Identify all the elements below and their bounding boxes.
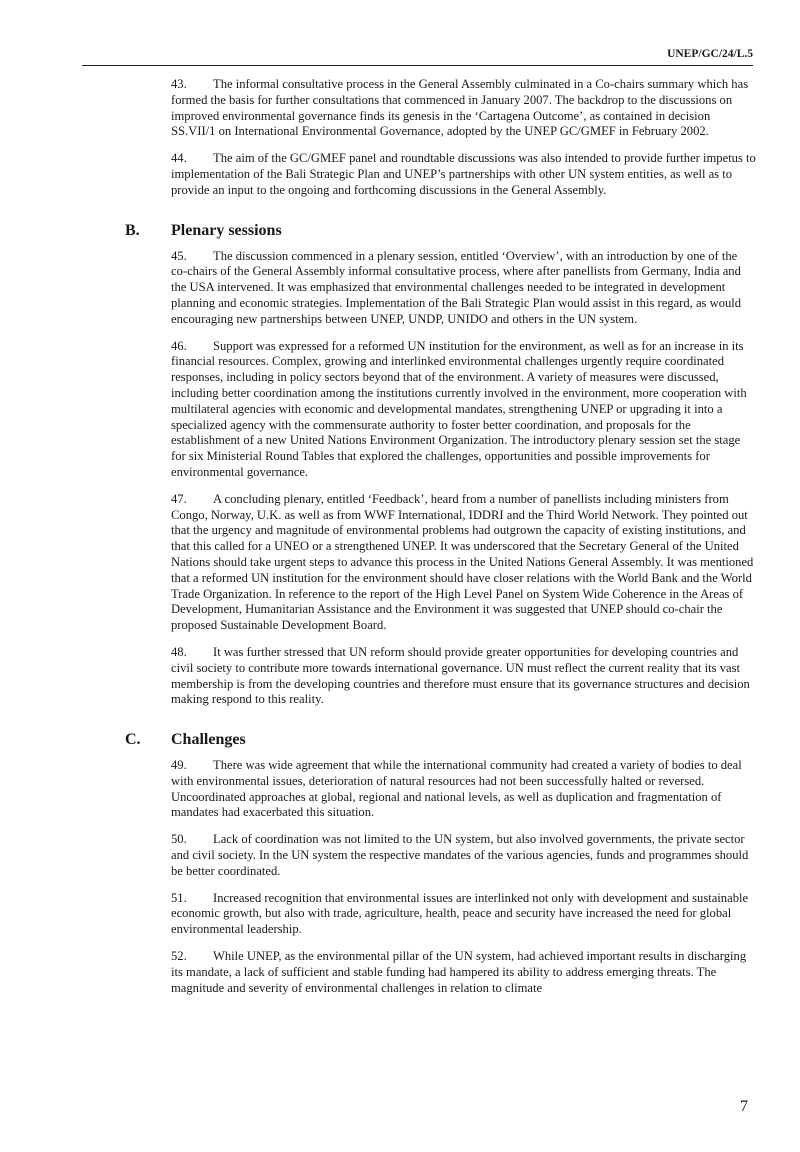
paragraph-number: 47. bbox=[171, 491, 187, 506]
paragraph-text: Support was expressed for a reformed UN institution for the environment, as well as for an increase in its financial resources. Complex, growing and interlinked environmental challenges urgently require coordinated responses, including in policy sectors beyond that of the environment. A variety of measures were discussed, including better coordination among the institutions currently involved in the environment, more cooperation with multilateral agencies with economic and developmental mandates, strengthening UNEP or upgrading it into a specialized agency with the commensurate authority to foster better coordination, and proposals for the establishment of a new United Nations Environment Organization. The introductory plenary session set the stage for six Ministerial Round Tables that explored the challenges, opportunities and possible improvements for environmental governance. bbox=[171, 338, 747, 479]
paragraph-45 bbox=[171, 249, 756, 328]
paragraph-number: 48. bbox=[171, 644, 187, 659]
paragraph-text: A concluding plenary, entitled ‘Feedback’, heard from a number of panellists including ministers from Congo, Norway, U.K. as well as from WWF International, IDDRI and the Third World Network. They pointed out that the urgency and magnitude of environmental problems had outgrown the capacity of existing institutions, and that this called for a UNEO or a strengthened UNEP. It was underscored that the Secretary General of the United Nations should take urgent steps to advance this process in the United Nations General Assembly. It was mentioned that a reformed UN institution for the environment should have closer relations with the World Bank and the World Trade Organization. In reference to the report of the High Level Panel on System Wide Coherence in the Areas of Development, Humanitarian Assistance and the Environment it was suggested that UNEP should co-chair the proposed Sustainable Development Board. bbox=[171, 491, 754, 633]
paragraph-number: 46. bbox=[171, 338, 187, 353]
header-rule bbox=[82, 65, 753, 66]
paragraph-text: Increased recognition that environmental issues are interlinked not only with development and sustainable economic growth, but also with trade, agriculture, health, peace and security have increased the need for global environmental leadership. bbox=[171, 890, 749, 937]
paragraph-47 bbox=[171, 492, 756, 634]
document-body bbox=[125, 77, 756, 1007]
paragraph-number: 51. bbox=[171, 890, 187, 905]
paragraph-number: 44. bbox=[171, 151, 187, 166]
section-letter: C. bbox=[125, 731, 141, 749]
paragraph-text: The aim of the GC/GMEF panel and roundtable discussions was also intended to provide further impetus to implementation of the Bali Strategic Plan and UNEP’s partnerships with other UN system entities, as well as to provide an input to the ongoing and forthcoming discussions in the General Assembly. bbox=[171, 151, 756, 197]
paragraph-50 bbox=[171, 832, 756, 879]
paragraph-52 bbox=[171, 949, 756, 996]
paragraph-text: Lack of coordination was not limited to the UN system, but also involved governments, the private sector and civil society. In the UN system the respective mandates of the various agencies, funds and programmes should be better coordinated. bbox=[171, 832, 749, 878]
section-heading-plenary-sessions bbox=[125, 221, 756, 240]
paragraph-text: The informal consultative process in the General Assembly culminated in a Co-chairs summary which has formed the basis for further consultations that commenced in January 2007. The backdrop to the discussions on improved environmental governance finds its genesis in the ‘Cartagena Outcome’, as contained in decision SS.VII/1 on International Environmental Governance, adopted by the UNEP GC/GMEF in February 2002. bbox=[171, 77, 749, 139]
paragraph-text: While UNEP, as the environmental pillar of the UN system, had achieved important results in discharging its mandate, a lack of sufficient and stable funding had hampered its ability to address emerging threats. The magnitude and severity of environmental challenges in relation to climate bbox=[171, 949, 747, 995]
section-title: Plenary sessions bbox=[171, 221, 282, 239]
section-title: Challenges bbox=[171, 731, 246, 749]
paragraph-text: There was wide agreement that while the international community had created a variety of bodies to deal with environmental issues, deterioration of natural resources had not been successfully halted or reversed. Uncoordinated approaches at global, regional and national levels, as well as duplication and fragmentation of mandates had exacerbated this situation. bbox=[171, 758, 742, 820]
section-heading-challenges bbox=[125, 731, 756, 749]
paragraph-number: 52. bbox=[171, 949, 187, 964]
section-letter: B. bbox=[125, 221, 140, 239]
paragraph-49 bbox=[171, 758, 756, 821]
paragraph-number: 43. bbox=[171, 77, 187, 91]
paragraph-44 bbox=[171, 151, 756, 198]
paragraph-text: It was further stressed that UN reform should provide greater opportunities for developing countries and civil society to contribute more towards international governance. UN must reflect the current reality that its vast membership is from the developing countries and therefore must ensure that its governance structures and decision making respond to this reality. bbox=[171, 644, 750, 707]
paragraph-number: 45. bbox=[171, 248, 187, 263]
paragraph-number: 50. bbox=[171, 832, 187, 847]
paragraph-text: The discussion commenced in a plenary session, entitled ‘Overview’, with an introduction by one of the co-chairs of the General Assembly informal consultative process, where after panellists from Germany, India and the USA intervened. It was emphasized that environmental challenges needed to be integrated in development planning and economic strategies. Implementation of the Bali Strategic Plan would assist in this regard, as would encouraging new partnerships between UNEP, UNDP, UNIDO and others in the UN system. bbox=[171, 248, 742, 326]
document-symbol: UNEP/GC/24/L.5 bbox=[667, 48, 753, 60]
paragraph-46 bbox=[171, 339, 756, 481]
paragraph-48 bbox=[171, 645, 756, 708]
page-number: 7 bbox=[740, 1098, 748, 1115]
paragraph-number: 49. bbox=[171, 758, 187, 773]
paragraph-43 bbox=[171, 77, 756, 140]
paragraph-51 bbox=[171, 891, 756, 938]
